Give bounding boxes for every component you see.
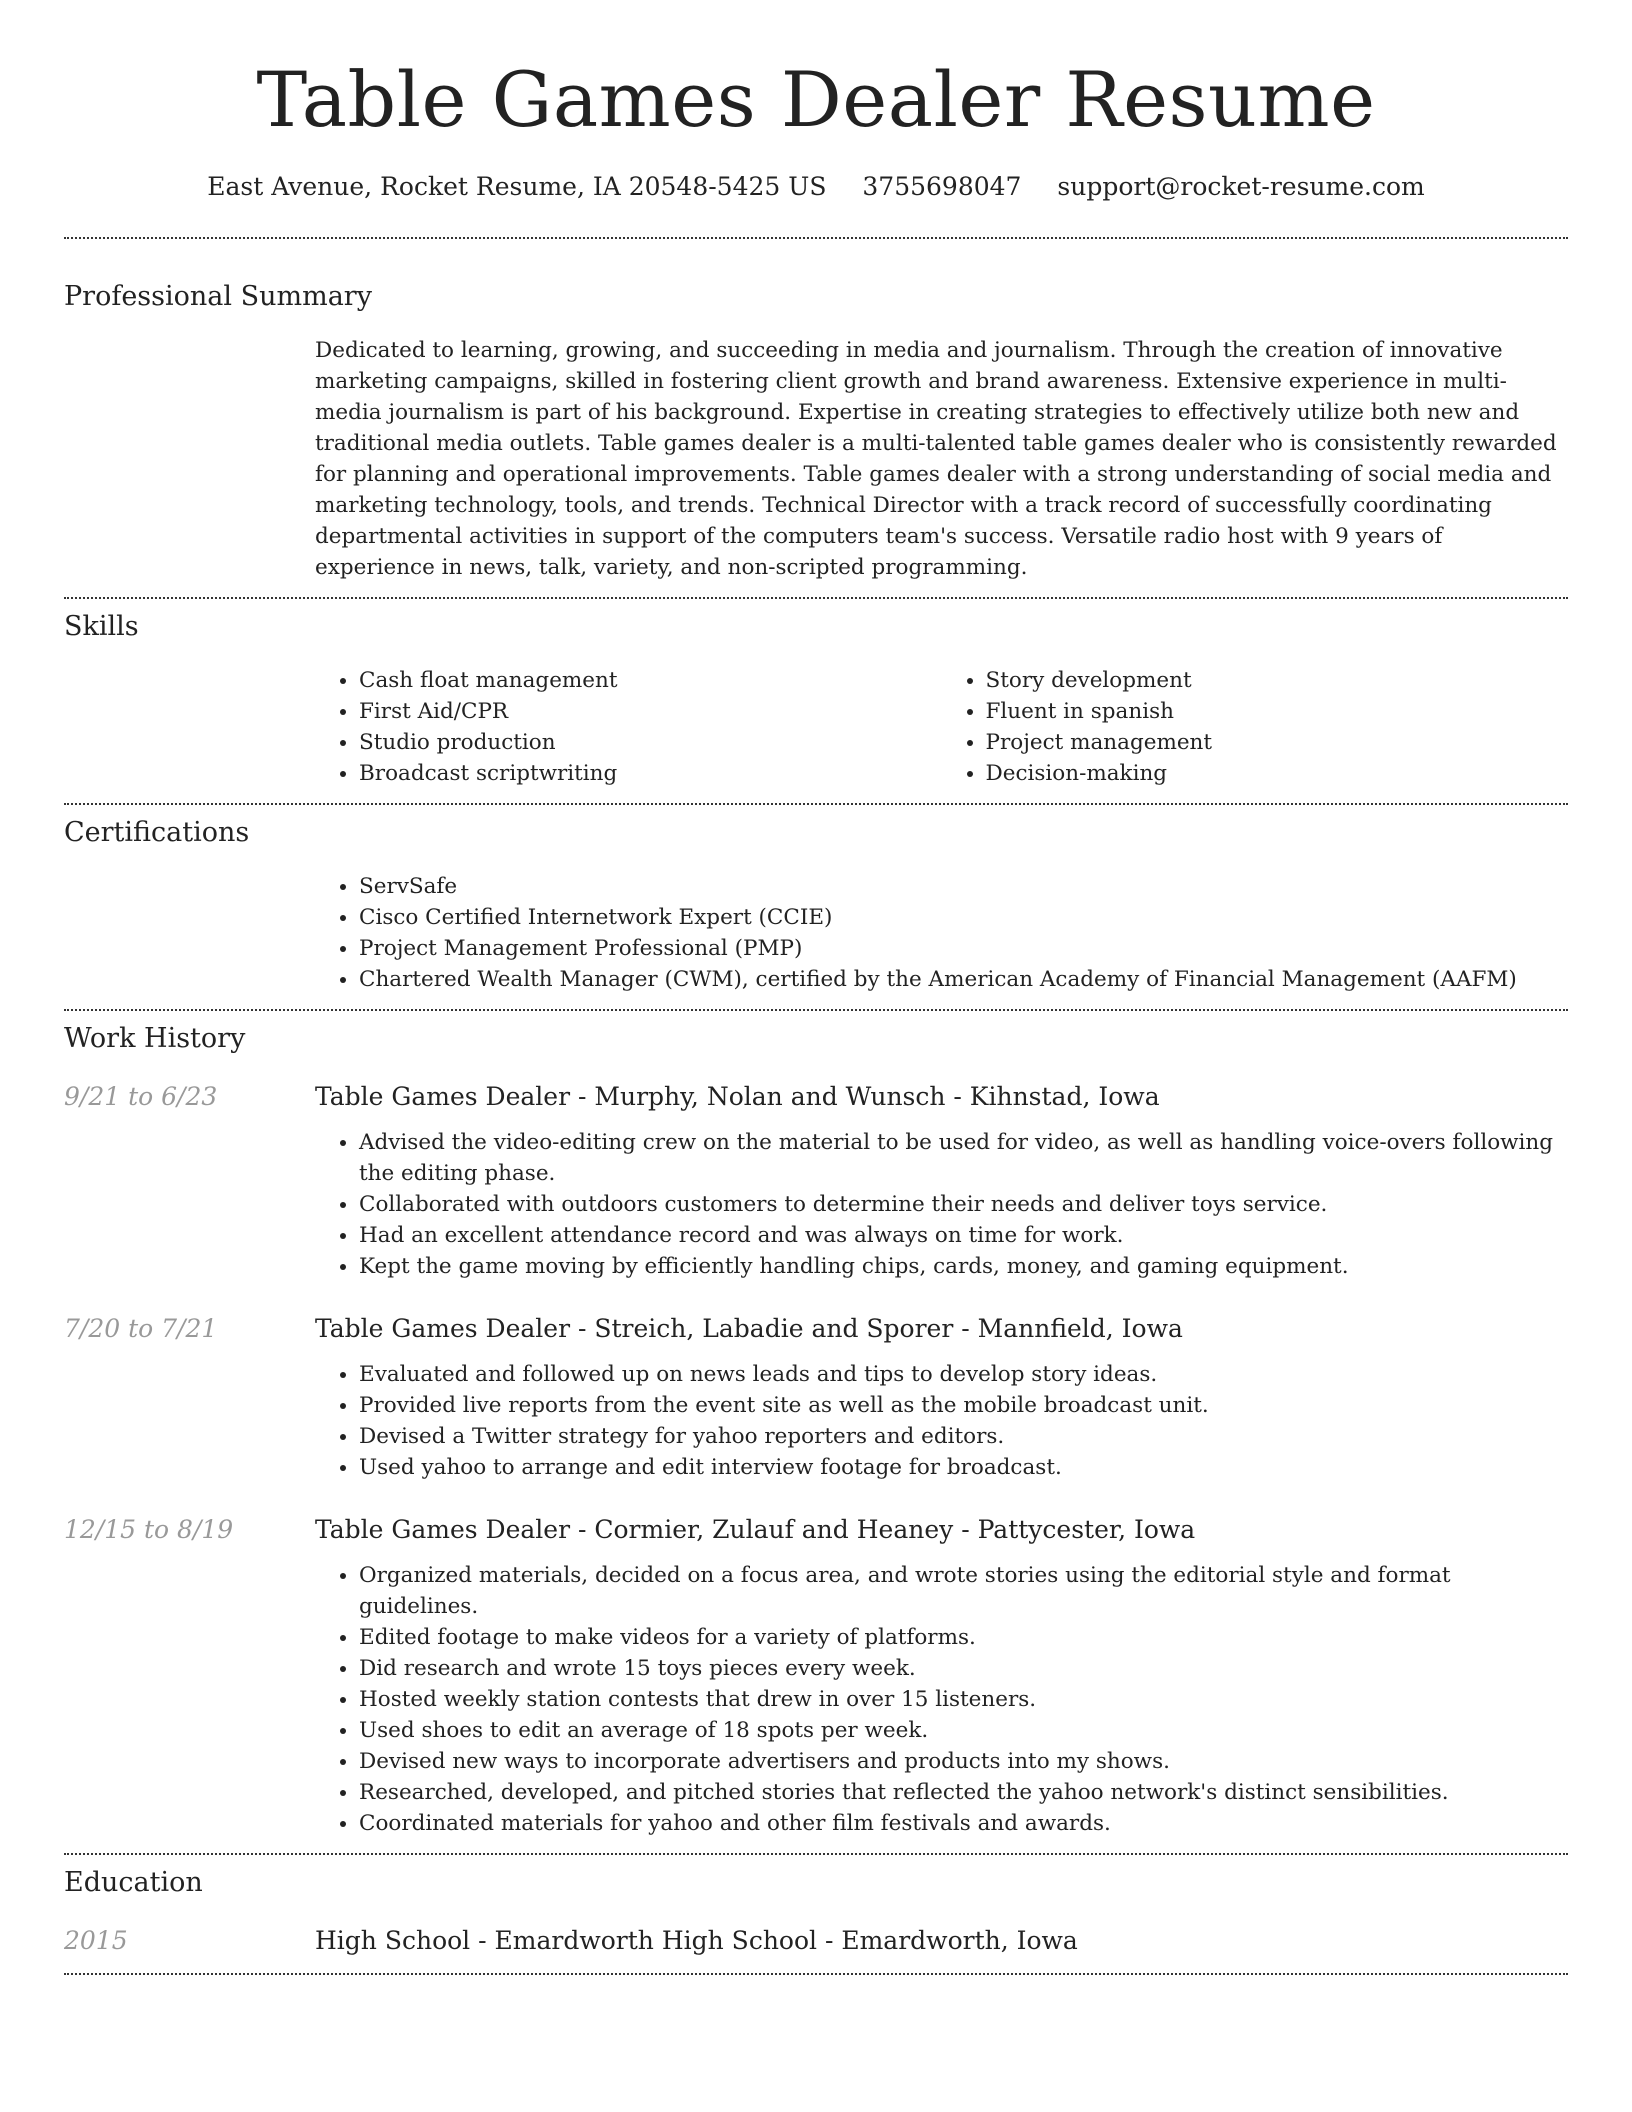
divider (64, 597, 1568, 599)
job-bullet: • Used shoes to edit an average of 18 spots per week. (359, 1715, 1568, 1746)
job-bullet: • Researched, developed, and pitched stories that reflected the yahoo network's distinct sensibilities. (359, 1777, 1568, 1808)
job-bullets (315, 1359, 1568, 1483)
contact-address: East Avenue, Rocket Resume, IA 20548-5425 US (207, 172, 827, 201)
skill-item: • Broadcast scriptwriting (359, 758, 942, 789)
education-details: - Emardworth High School - Emardworth, Iowa (470, 1926, 1078, 1955)
education-line (315, 1924, 1078, 1958)
skill-item: • Fluent in spanish (986, 696, 1569, 727)
work-heading: Work History (64, 1023, 246, 1054)
certifications-heading: Certifications (64, 817, 250, 848)
contact-line (64, 170, 1568, 204)
resume-page (64, 0, 1568, 1975)
job-bullet-list (315, 1127, 1568, 1282)
certification-item: • Project Management Professional (PMP) (359, 933, 1568, 964)
job-title-line (315, 1312, 1183, 1346)
job-bullet: • Edited footage to make videos for a variety of platforms. (359, 1622, 1568, 1653)
job-title: Table Games Dealer (315, 1082, 571, 1111)
job-bullet: • Kept the game moving by efficiently handling chips, cards, money, and gaming equipment. (359, 1251, 1568, 1282)
education-entry (64, 1924, 1568, 1958)
job-bullets (315, 1127, 1568, 1282)
contact-email: support@rocket-resume.com (1057, 172, 1425, 201)
certifications-list (315, 871, 1568, 995)
skill-item: • First Aid/CPR (359, 696, 942, 727)
job-bullet: • Organized materials, decided on a focus area, and wrote stories using the editorial style and format guidelines. (359, 1560, 1568, 1622)
education-heading: Education (64, 1867, 203, 1898)
job-bullet: • Devised new ways to incorporate advertisers and products into my shows. (359, 1746, 1568, 1777)
job-title-line (315, 1080, 1160, 1114)
divider (64, 1973, 1568, 1975)
job-bullet: • Coordinated materials for yahoo and other film festivals and awards. (359, 1808, 1568, 1839)
education-title: High School (315, 1926, 471, 1955)
job-bullet: • Advised the video-editing crew on the material to be used for video, as well as handling voice-overs following the editing phase. (359, 1127, 1568, 1189)
skill-item: • Project management (986, 727, 1569, 758)
resume-title: Table Games Dealer Resume (256, 55, 1376, 144)
skills-heading: Skills (64, 611, 139, 642)
skill-item: • Studio production (359, 727, 942, 758)
job-entry (64, 1080, 1568, 1282)
divider (64, 237, 1568, 239)
job-bullet: • Had an excellent attendance record and was always on time for work. (359, 1220, 1568, 1251)
job-bullet-list (315, 1560, 1568, 1839)
job-dates: 7/20 to 7/21 (64, 1314, 218, 1343)
skill-item: • Decision-making (986, 758, 1569, 789)
skills-list-right (942, 665, 1569, 789)
skill-item: • Story development (986, 665, 1569, 696)
job-dates: 9/21 to 6/23 (64, 1082, 218, 1111)
contact-phone: 3755698047 (862, 172, 1022, 201)
job-header (64, 1312, 1568, 1346)
summary-section (315, 335, 1568, 583)
job-header (64, 1513, 1568, 1547)
job-header (64, 1080, 1568, 1114)
certification-item: • ServSafe (359, 871, 1568, 902)
job-bullet: • Evaluated and followed up on news leads and tips to develop story ideas. (359, 1359, 1568, 1390)
job-bullet: • Devised a Twitter strategy for yahoo reporters and editors. (359, 1421, 1568, 1452)
job-bullet: • Provided live reports from the event site as well as the mobile broadcast unit. (359, 1390, 1568, 1421)
divider (64, 803, 1568, 805)
job-details: - Murphy, Nolan and Wunsch - Kihnstad, Iowa (570, 1082, 1160, 1111)
job-bullets (315, 1560, 1568, 1839)
certification-item: • Cisco Certified Internetwork Expert (CCIE) (359, 902, 1568, 933)
job-details: - Streich, Labadie and Sporer - Mannfield, Iowa (570, 1314, 1183, 1343)
divider (64, 1853, 1568, 1855)
job-bullet: • Hosted weekly station contests that drew in over 15 listeners. (359, 1684, 1568, 1715)
job-entry (64, 1513, 1568, 1839)
job-bullet: • Did research and wrote 15 toys pieces every week. (359, 1653, 1568, 1684)
job-title: Table Games Dealer (315, 1515, 571, 1544)
job-dates: 12/15 to 8/19 (64, 1515, 234, 1544)
certification-item: • Chartered Wealth Manager (CWM), certified by the American Academy of Financial Management (AAFM) (359, 964, 1568, 995)
skills-section (315, 665, 1568, 789)
job-bullet-list (315, 1359, 1568, 1483)
education-year: 2015 (64, 1926, 128, 1955)
job-bullet: • Collaborated with outdoors customers to determine their needs and deliver toys service. (359, 1189, 1568, 1220)
divider (64, 1009, 1568, 1011)
job-entry (64, 1312, 1568, 1483)
summary-text: Dedicated to learning, growing, and succeeding in media and journalism. Through the creation of innovative marketing campaigns, skilled in fostering client growth and brand awareness. Extensive experience in multi-media journalism is part of his background. Expertise in creating strategies to effectively utilize both new and traditional media outlets. Table games dealer is a multi-talented table games dealer who is consistently rewarded for planning and operational improvements. Table games dealer with a strong understanding of social media and marketing technology, tools, and trends. Technical Director with a track record of successfully coordinating departmental activities in support of the computers team's success. Versatile radio host with 9 years of experience in news, talk, variety, and non-scripted programming. (315, 338, 1557, 580)
certifications-section (315, 871, 1568, 995)
job-title-line (315, 1513, 1195, 1547)
job-bullet: • Used yahoo to arrange and edit interview footage for broadcast. (359, 1452, 1568, 1483)
job-title: Table Games Dealer (315, 1314, 571, 1343)
summary-heading: Professional Summary (64, 281, 372, 312)
skill-item: • Cash float management (359, 665, 942, 696)
job-details: - Cormier, Zulauf and Heaney - Pattycester, Iowa (570, 1515, 1196, 1544)
skills-list-left (315, 665, 942, 789)
